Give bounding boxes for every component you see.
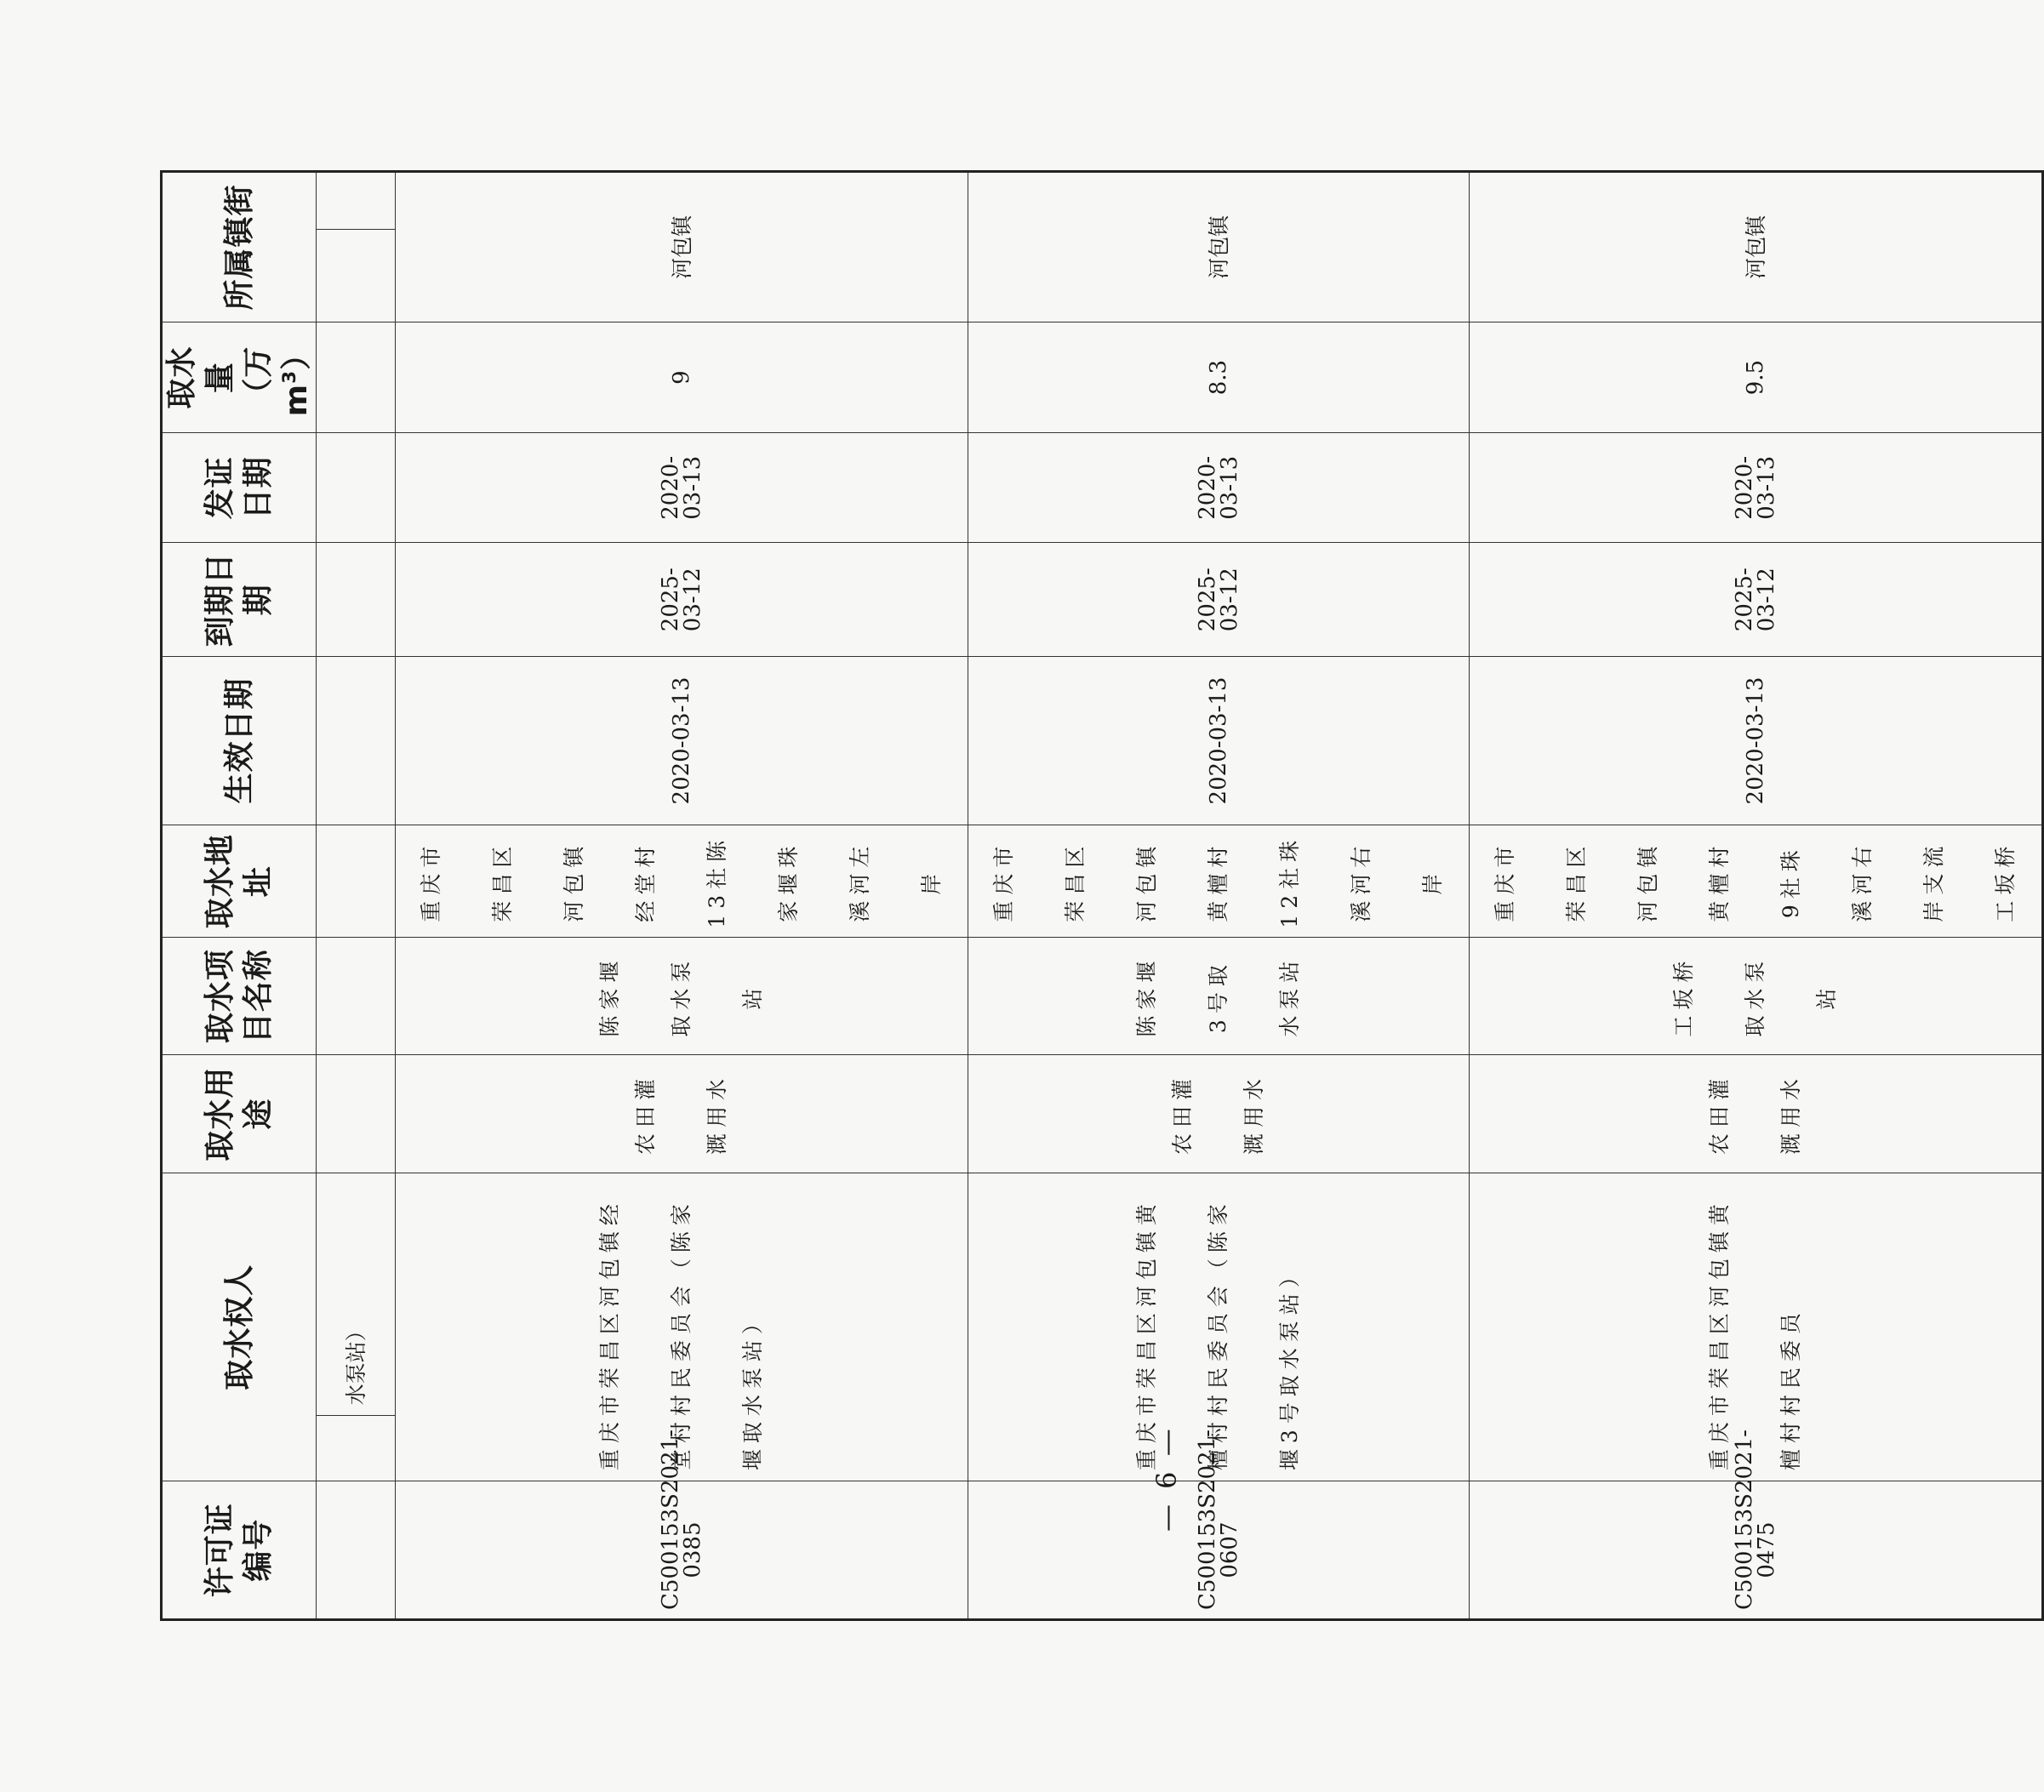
project-name: 陈家堰3号取水泵站 bbox=[968, 938, 1470, 1054]
permit-no: C500153S2021-0475 bbox=[1470, 1481, 2043, 1620]
table-row bbox=[1470, 172, 2043, 1620]
purpose: 农田灌溉用水 bbox=[968, 1054, 1470, 1173]
header-address: 取水地址 bbox=[162, 825, 317, 938]
holder: 重庆市荣昌区河包镇黄檀村村民委员会（陈家堰3号取水泵站） bbox=[968, 1173, 1470, 1481]
effective-date: 2020-03-13 bbox=[1470, 657, 2043, 825]
header-amount-line1: 取水量 bbox=[164, 345, 237, 409]
water-permit-table bbox=[160, 170, 2018, 1621]
expiry-date: 2025-03-12 bbox=[1470, 543, 2043, 657]
address: 重庆市荣昌区河包镇经堂村13社陈家堰珠溪河左岸 bbox=[396, 825, 968, 938]
header-issue-date: 发证日期 bbox=[162, 433, 317, 543]
address: 重庆市荣昌区河包镇黄檀村12社珠溪河右岸 bbox=[968, 825, 1470, 938]
table-row bbox=[396, 172, 968, 1620]
issue-date: 2020-03-13 bbox=[968, 433, 1470, 543]
project-name: 工坂桥取水泵站 bbox=[1470, 938, 2043, 1054]
holder: 重庆市荣昌区河包镇经堂村村民委员会（陈家堰取水泵站） bbox=[396, 1173, 968, 1481]
continuation-permit-no bbox=[317, 1481, 396, 1620]
issue-date: 2020-03-13 bbox=[396, 433, 968, 543]
amount: 9 bbox=[396, 322, 968, 432]
holder: 重庆市荣昌区河包镇黄檀村村民委员 bbox=[1470, 1173, 2043, 1481]
town: 河包镇 bbox=[968, 172, 1470, 322]
header-permit-no: 许可证编号 bbox=[162, 1481, 317, 1620]
expiry-date: 2025-03-12 bbox=[396, 543, 968, 657]
town: 河包镇 bbox=[1470, 172, 2043, 322]
header-project: 取水项目名称 bbox=[162, 938, 317, 1054]
expiry-date: 2025-03-12 bbox=[968, 543, 1470, 657]
header-row bbox=[162, 172, 317, 1620]
town: 河包镇 bbox=[396, 172, 968, 322]
project-name: 陈家堰取水泵站 bbox=[396, 938, 968, 1054]
purpose: 农田灌溉用水 bbox=[1470, 1054, 2043, 1173]
issue-date: 2020-03-13 bbox=[1470, 433, 2043, 543]
header-effective-date: 生效日期 bbox=[162, 657, 317, 825]
header-holder: 取水权人 bbox=[162, 1173, 317, 1481]
amount: 8.3 bbox=[968, 322, 1470, 432]
header-purpose: 取水用途 bbox=[162, 1054, 317, 1173]
table-row bbox=[968, 172, 1470, 1620]
header-amount bbox=[162, 322, 317, 432]
amount: 9.5 bbox=[1470, 322, 2043, 432]
continuation-holder: 水泵站） bbox=[317, 1173, 396, 1416]
header-town: 所属镇街 bbox=[162, 172, 317, 322]
permit-no: C500153S2021-0385 bbox=[396, 1481, 968, 1620]
continuation-spacer bbox=[317, 1416, 396, 1481]
continuation-row bbox=[317, 172, 396, 1620]
header-expiry-date: 到期日期 bbox=[162, 543, 317, 657]
purpose: 农田灌溉用水 bbox=[396, 1054, 968, 1173]
page-number: — 6 — bbox=[1150, 1425, 1183, 1532]
address: 重庆市荣昌区河包镇黄檀村9社珠溪河右岸支流工坂桥 bbox=[1470, 825, 2043, 938]
permit-no: C500153S2021-0607 bbox=[968, 1481, 1470, 1620]
effective-date: 2020-03-13 bbox=[968, 657, 1470, 825]
header-amount-unit: （万 $m^3$） bbox=[241, 338, 314, 417]
effective-date: 2020-03-13 bbox=[396, 657, 968, 825]
